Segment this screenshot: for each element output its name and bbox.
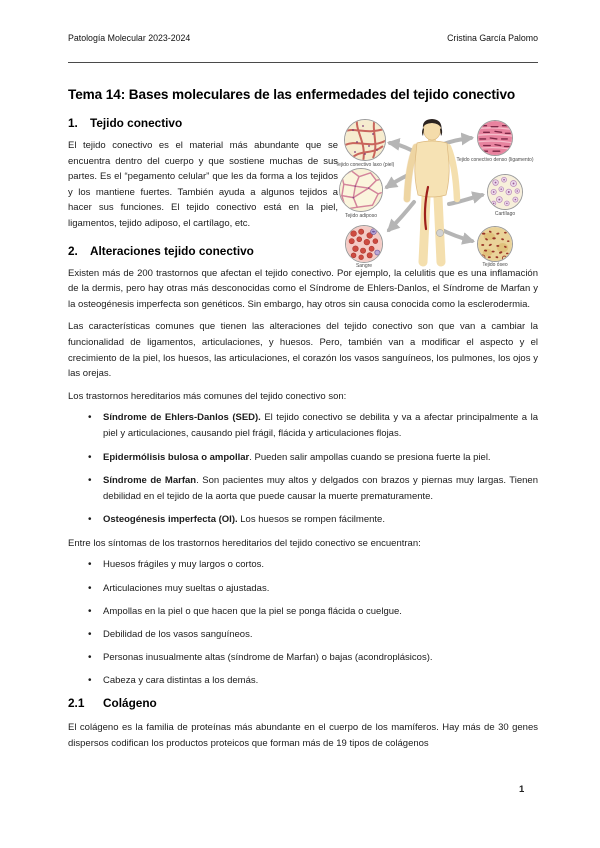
label-blood: Sangre (355, 263, 373, 269)
list-item: • Huesos frágiles y muy largos o cortos. (68, 557, 538, 573)
page-header (68, 33, 538, 43)
header-course: Patología Molecular 2023-2024 (68, 33, 191, 43)
disorder-name: Síndrome de Ehlers-Danlos (SED). (103, 412, 261, 424)
section-2 (68, 244, 538, 689)
label-adipose: Tejido adiposo (345, 213, 377, 219)
label-dense-connective: Tejido conectivo denso (ligamento) (456, 157, 534, 163)
list-item (68, 410, 538, 441)
disorder-description: . Pueden salir ampollas cuando se presiona fuerte la piel. (249, 451, 491, 463)
section-1-paragraph: El tejido conectivo es el material más abundante que se encuentra dentro del cuerpo y que sostiene muchas de sus partes. Es el “pegamento celular” que les da forma a los tejidos y los mantiene fuertes. También ayuda a algunos tejidos a hacer sus funciones. El tejido conectivo está en la piel, ligamentos, tejido adiposo, el cartílago, etc. (68, 140, 338, 229)
knee-joint-detail (437, 230, 444, 237)
disorder-name: Epidermólisis bulosa o ampollar (103, 451, 250, 463)
section-1-number: 1. (68, 116, 78, 130)
list-item: • Debilidad de los vasos sanguíneos. (68, 627, 538, 643)
section-2-paragraph-2: Las características comunes que tienen las alteraciones del tejido conectivo son que van a cambiar la funcionalidad de ligamentos, articulaciones, y huesos. Pero, también van a modificar el aspecto y el crecimiento de la piel, los huesos, las articulaciones, el corazón los vasos sanguíneos, los pulmones, los ojos y las orejas. (68, 321, 538, 380)
disorder-description: El tejido conectivo se debilita y va a afectar principalmente a la piel y articulaciones, causando piel frágil, flácida y articulaciones flojas. (103, 412, 538, 439)
disorder-name: Osteogénesis imperfecta (OI). (103, 514, 238, 526)
blood-circle (345, 225, 383, 263)
list-item (68, 512, 538, 528)
disorder-name: Síndrome de Marfan (103, 475, 197, 487)
adipose-tissue-circle (339, 168, 383, 212)
page-title: Tema 14: Bases moleculares de las enfermedades del tejido conectivo (68, 87, 516, 102)
cartilage-circle (487, 174, 523, 210)
label-cartilage: Cartílago (494, 211, 516, 217)
list-item: • Articulaciones muy sueltas o ajustadas. (68, 581, 538, 597)
disorder-description: Los huesos se rompen fácilmente. (237, 514, 385, 526)
label-loose-connective: Tejido conectivo laxo (piel) (335, 162, 395, 168)
list-item (68, 450, 538, 466)
bone-tissue-circle (477, 226, 513, 262)
header-author: Cristina García Palomo (447, 33, 538, 43)
disorder-description: . Son pacientes muy altos y delgados con brazos y piernas muy largas. Tienen debilidad en el tejido de la aorta que puede causar la muerte prematuramente. (103, 475, 538, 502)
loose-connective-tissue-circle (344, 119, 386, 161)
page-number: 1 (519, 784, 525, 795)
connective-tissue-illustration (337, 117, 532, 269)
disorders-list (68, 410, 538, 528)
header-rule (68, 62, 538, 63)
list-item: • Cabeza y cara distintas a los demás. (68, 673, 538, 689)
list-item: • Personas inusualmente altas (síndrome de Marfan) o bajas (acondroplásicos). (68, 650, 538, 666)
section-2-1-heading (68, 696, 538, 711)
label-bone: Tejido óseo (482, 262, 508, 268)
dense-connective-tissue-circle (477, 120, 513, 156)
section-2-1-paragraph: El colágeno es la familia de proteínas más abundante en el cuerpo de los mamíferos. Hay más de 30 genes dispersos codifican los productos proteicos que forman más de 19 tipos de colágenos (68, 722, 538, 749)
list-item (68, 473, 538, 504)
section-2-paragraph-1: Existen más de 200 trastornos que afectan el tejido conectivo. Por ejemplo, la celulitis que es una inflamación de la dermis, pero hay otras más desconocidas como el Síndrome de Ehlers-Danlos, el Síndrome de Marfan y la osteogénesis imperfecta son genéticos. Sin embargo, hay otros sin causa conocida como la esclerodermia. (68, 267, 538, 310)
section-1-heading-text: Tejido conectivo (90, 116, 183, 130)
section-2-heading-text: Alteraciones tejido conectivo (90, 243, 254, 258)
section-2-1 (68, 696, 538, 751)
section-2-1-number: 2.1 (68, 696, 85, 711)
symptoms-intro: Entre los síntomas de los trastornos hereditarios del tejido conectivo se encuentran: (68, 537, 421, 549)
section-2-number: 2. (68, 243, 78, 258)
section-2-1-heading-text: Colágeno (103, 696, 157, 711)
disorders-intro: Los trastornos hereditarios más comunes del tejido conectivo son: (68, 390, 347, 402)
symptoms-list (68, 557, 538, 688)
list-item: • Ampollas en la piel o que hacen que la piel se ponga flácida o cuelgue. (68, 604, 538, 620)
